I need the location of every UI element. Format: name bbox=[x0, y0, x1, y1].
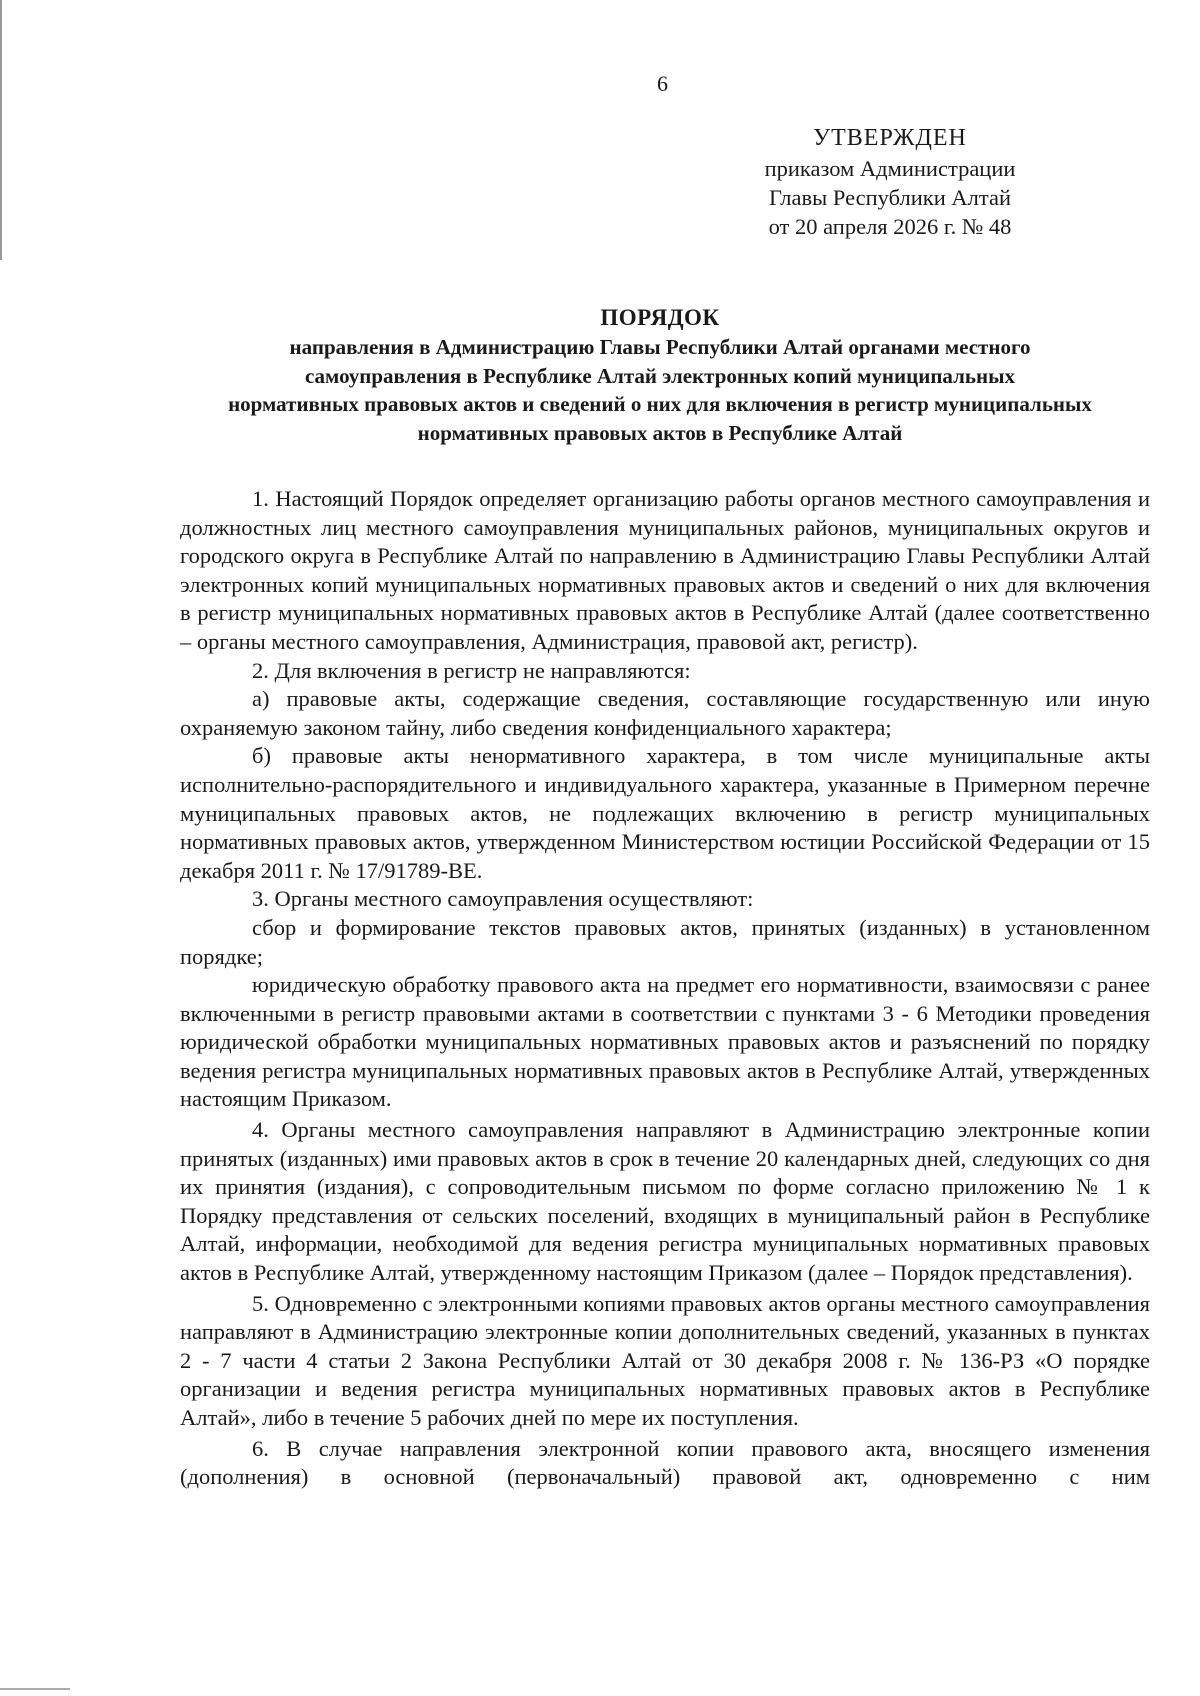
paragraph-3-item-2: юридическую обработку правового акта на предмет его нормативности, взаимосвязи с ранее включенными в регистр правовыми актами в соответствии с пунктами 3 - 6 Методики проведения юридической обработки муниципальных нормативных правовых актов и разъяснений по порядку ведения регистра муниципальных нормативных правовых актов в Республике Алтай, утвержденных настоящим Приказом. bbox=[180, 972, 1150, 1112]
title-subline: направления в Администрацию Главы Республики Алтай органами местного bbox=[289, 334, 1031, 359]
paragraph-2b: б) правовые акты ненормативного характера, в том числе муниципальные акты исполнительно-распорядительного и индивидуального характера, указанные в Примерном перечне муниципальных правовых актов, не подлежащих включению в регистр муниципальных нормативных правовых актов, утвержденном Министерством юстиции Российской Федерации от 15 декабря 2011 г. № 17/91789-ВЕ. bbox=[180, 743, 1150, 883]
document-body bbox=[180, 485, 1150, 1492]
document-title bbox=[170, 304, 1150, 448]
paragraph-1: 1. Настоящий Порядок определяет организацию работы органов местного самоуправления и должностных лиц местного самоуправления муниципальных районов, муниципальных округов и городского округа в Республике Алтай по направлению в Администрацию Главы Республики Алтай электронных копий муниципальных нормативных правовых актов и сведений о них для включения в регистр муниципальных нормативных правовых актов в Республике Алтай (далее соответственно – органы местного самоуправления, Администрация, правовой акт, регистр). bbox=[180, 486, 1150, 654]
approval-stamp bbox=[740, 124, 1040, 241]
paragraph-6: 6. В случае направления электронной копии правового акта, вносящего изменения (дополнения) в основной (первоначальный) правовой акт, одновременно с ним bbox=[180, 1435, 1150, 1490]
paragraph-2: 2. Для включения в регистр не направляются: bbox=[252, 657, 691, 683]
paragraph-3-item-1: сбор и формирование текстов правовых актов, принятых (изданных) в установленном порядке; bbox=[180, 914, 1150, 969]
approval-line: Главы Республики Алтай bbox=[768, 185, 1011, 210]
title-subline: самоуправления в Республике Алтай электронных копий муниципальных bbox=[304, 363, 1016, 388]
scan-edge-left bbox=[0, 0, 2, 260]
title-subline: нормативных правовых актов и сведений о них для включения в регистр муниципальных bbox=[228, 392, 1092, 417]
title-subline: нормативных правовых актов в Республике Алтай bbox=[417, 421, 903, 446]
paragraph-4: 4. Органы местного самоуправления направляют в Администрацию электронные копии принятых (изданных) ими правовых актов в срок в течение 20 календарных дней, следующих со дня их принятия (издания), с сопроводительным письмом по форме согласно приложению № 1 к Порядку представления от сельских поселений, входящих в муниципальный район в Республике Алтай, информации, необходимой для ведения регистра муниципальных нормативных правовых актов в Республике Алтай, утвержденному настоящим Приказом (далее – Порядок представления). bbox=[180, 1117, 1150, 1286]
approval-line: приказом Администрации bbox=[764, 156, 1016, 181]
scan-edge-bottom bbox=[0, 1688, 70, 1690]
paragraph-2a: а) правовые акты, содержащие сведения, составляющие государственную или иную охраняемую законом тайну, либо сведения конфиденциального характера; bbox=[180, 686, 1150, 740]
approval-line: от 20 апреля 2026 г. № 48 bbox=[768, 214, 1012, 239]
paragraph-5: 5. Одновременно с электронными копиями правовых актов органы местного самоуправления направляют в Администрацию электронные копии дополнительных сведений, указанных в пунктах 2 - 7 части 4 статьи 2 Закона Республики Алтай от 30 декабря 2008 г. № 136-РЗ «О порядке организации и ведения регистра муниципальных нормативных правовых актов в Республике Алтай», либо в течение 5 рабочих дней по мере их поступления. bbox=[180, 1290, 1150, 1430]
approval-heading: УТВЕРЖДЕН bbox=[813, 125, 967, 151]
title-main: ПОРЯДОК bbox=[600, 305, 720, 330]
paragraph-3: 3. Органы местного самоуправления осуществляют: bbox=[252, 886, 754, 912]
page-number: 6 bbox=[657, 71, 668, 96]
